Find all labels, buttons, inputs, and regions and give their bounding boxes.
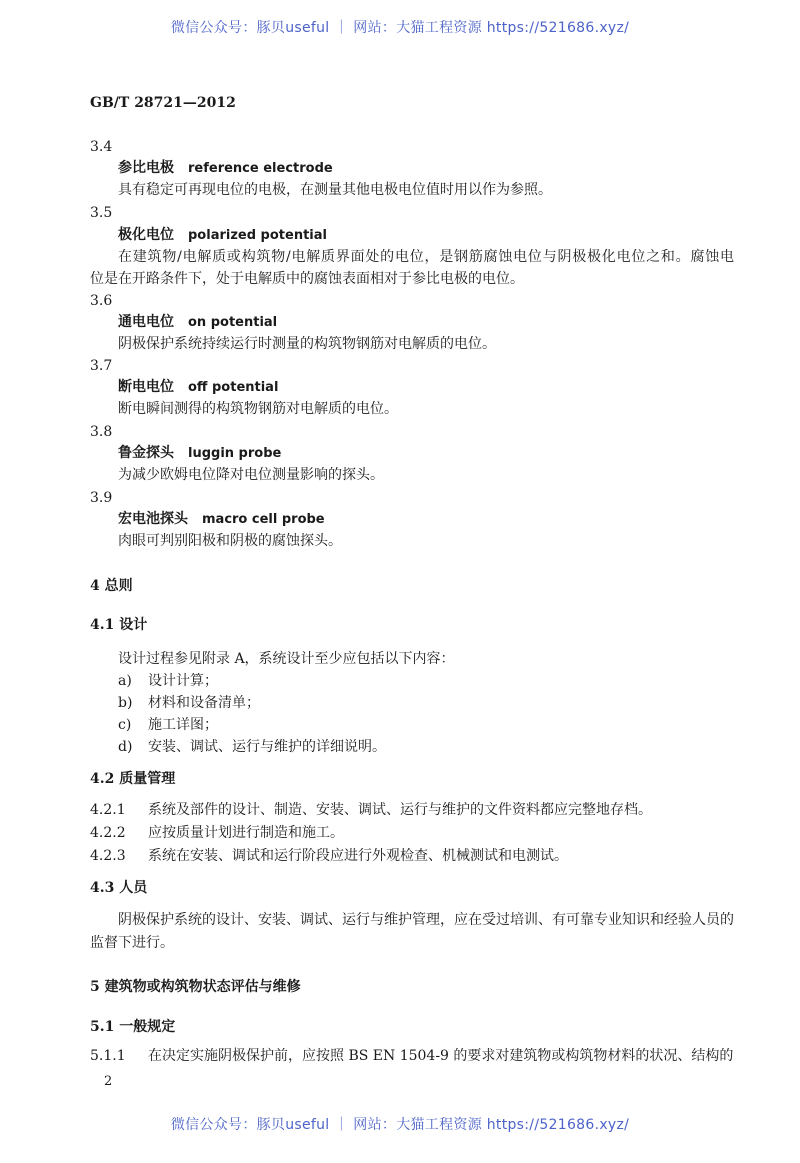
- term-definition: 断电瞬间测得的构筑物钢筋对电解质的电位。: [118, 401, 398, 417]
- page-number: 2: [104, 1074, 113, 1089]
- term-cn: 断电电位: [118, 379, 174, 395]
- term-number: 3.9: [90, 490, 113, 506]
- term-cn: 参比电极: [118, 160, 174, 176]
- list-letter: c): [118, 717, 132, 733]
- list-item: 设计计算；: [148, 673, 218, 689]
- section-heading: 4 总则: [90, 578, 133, 594]
- standard-code: GB/T 28721—2012: [90, 95, 236, 111]
- clause-number: 5.1.1: [90, 1048, 126, 1064]
- term-number: 3.8: [90, 424, 113, 440]
- term-heading: [118, 159, 333, 178]
- term-heading: [118, 313, 277, 332]
- term-number: 3.6: [90, 293, 113, 309]
- term-cn: 宏电池探头: [118, 511, 188, 527]
- term-number: 3.7: [90, 358, 113, 374]
- term-en: luggin probe: [188, 446, 282, 461]
- term-en: polarized potential: [188, 228, 327, 243]
- term-cn: 通电电位: [118, 314, 174, 330]
- term-definition: 阴极保护系统持续运行时测量的构筑物钢筋对电解质的电位。: [118, 336, 496, 352]
- clause-text: 系统在安装、调试和运行阶段应进行外观检查、机械测试和电测试。: [148, 848, 568, 864]
- list-letter: a): [118, 673, 132, 689]
- term-cn: 极化电位: [118, 227, 174, 243]
- list-item: 施工详图；: [148, 717, 218, 733]
- clause-text: 在决定实施阴极保护前，应按照 BS EN 1504-9 的要求对建筑物或构筑物材料的状况、结构的: [148, 1048, 734, 1064]
- term-definition: 具有稳定可再现电位的电极，在测量其他电极电位值时用以作为参照。: [118, 182, 552, 198]
- clause-number: 4.2.3: [90, 848, 126, 864]
- clause-number: 4.2.2: [90, 825, 126, 841]
- clause-text: 应按质量计划进行制造和施工。: [148, 825, 344, 841]
- subsection-heading: 4.3 人员: [90, 880, 148, 896]
- term-cn: 鲁金探头: [118, 445, 174, 461]
- paragraph-cont: 监督下进行。: [90, 935, 174, 951]
- clause-number: 4.2.1: [90, 802, 126, 818]
- term-heading: [118, 510, 325, 529]
- term-en: on potential: [188, 315, 278, 330]
- list-item: 材料和设备清单；: [148, 695, 260, 711]
- term-heading: [118, 378, 278, 397]
- watermark-top: 微信公众号：豚贝useful ｜ 网站：大猫工程资源 https://521686.xyz/: [170, 20, 630, 36]
- term-definition: 肉眼可判别阳极和阴极的腐蚀探头。: [118, 533, 342, 549]
- subsection-heading: 4.1 设计: [90, 617, 148, 633]
- term-definition: 为减少欧姆电位降对电位测量影响的探头。: [118, 467, 384, 483]
- term-heading: [118, 226, 327, 245]
- term-en: macro cell probe: [202, 512, 325, 527]
- subsection-heading: 4.2 质量管理: [90, 771, 176, 787]
- term-en: off potential: [188, 380, 279, 395]
- subsection-heading: 5.1 一般规定: [90, 1019, 176, 1035]
- paragraph: 阴极保护系统的设计、安装、调试、运行与维护管理，应在受过培训、有可靠专业知识和经验人员的: [118, 912, 734, 928]
- paragraph: 设计过程参见附录 A，系统设计至少应包括以下内容：: [118, 651, 455, 667]
- term-number: 3.5: [90, 205, 113, 221]
- watermark-bottom: 微信公众号：豚贝useful ｜ 网站：大猫工程资源 https://521686.xyz/: [170, 1117, 630, 1133]
- clause-text: 系统及部件的设计、制造、安装、调试、运行与维护的文件资料都应完整地存档。: [148, 802, 652, 818]
- list-letter: d): [118, 739, 133, 755]
- list-item: 安装、调试、运行与维护的详细说明。: [148, 739, 386, 755]
- term-number: 3.4: [90, 139, 113, 155]
- term-heading: [118, 444, 281, 463]
- list-letter: b): [118, 695, 133, 711]
- term-definition: 在建筑物/电解质或构筑物/电解质界面处的电位，是钢筋腐蚀电位与阴极极化电位之和。腐蚀电: [118, 249, 734, 265]
- term-definition-cont: 位是在开路条件下，处于电解质中的腐蚀表面相对于参比电极的电位。: [90, 271, 524, 287]
- section-heading: 5 建筑物或构筑物状态评估与维修: [90, 979, 301, 995]
- term-en: reference electrode: [188, 161, 333, 176]
